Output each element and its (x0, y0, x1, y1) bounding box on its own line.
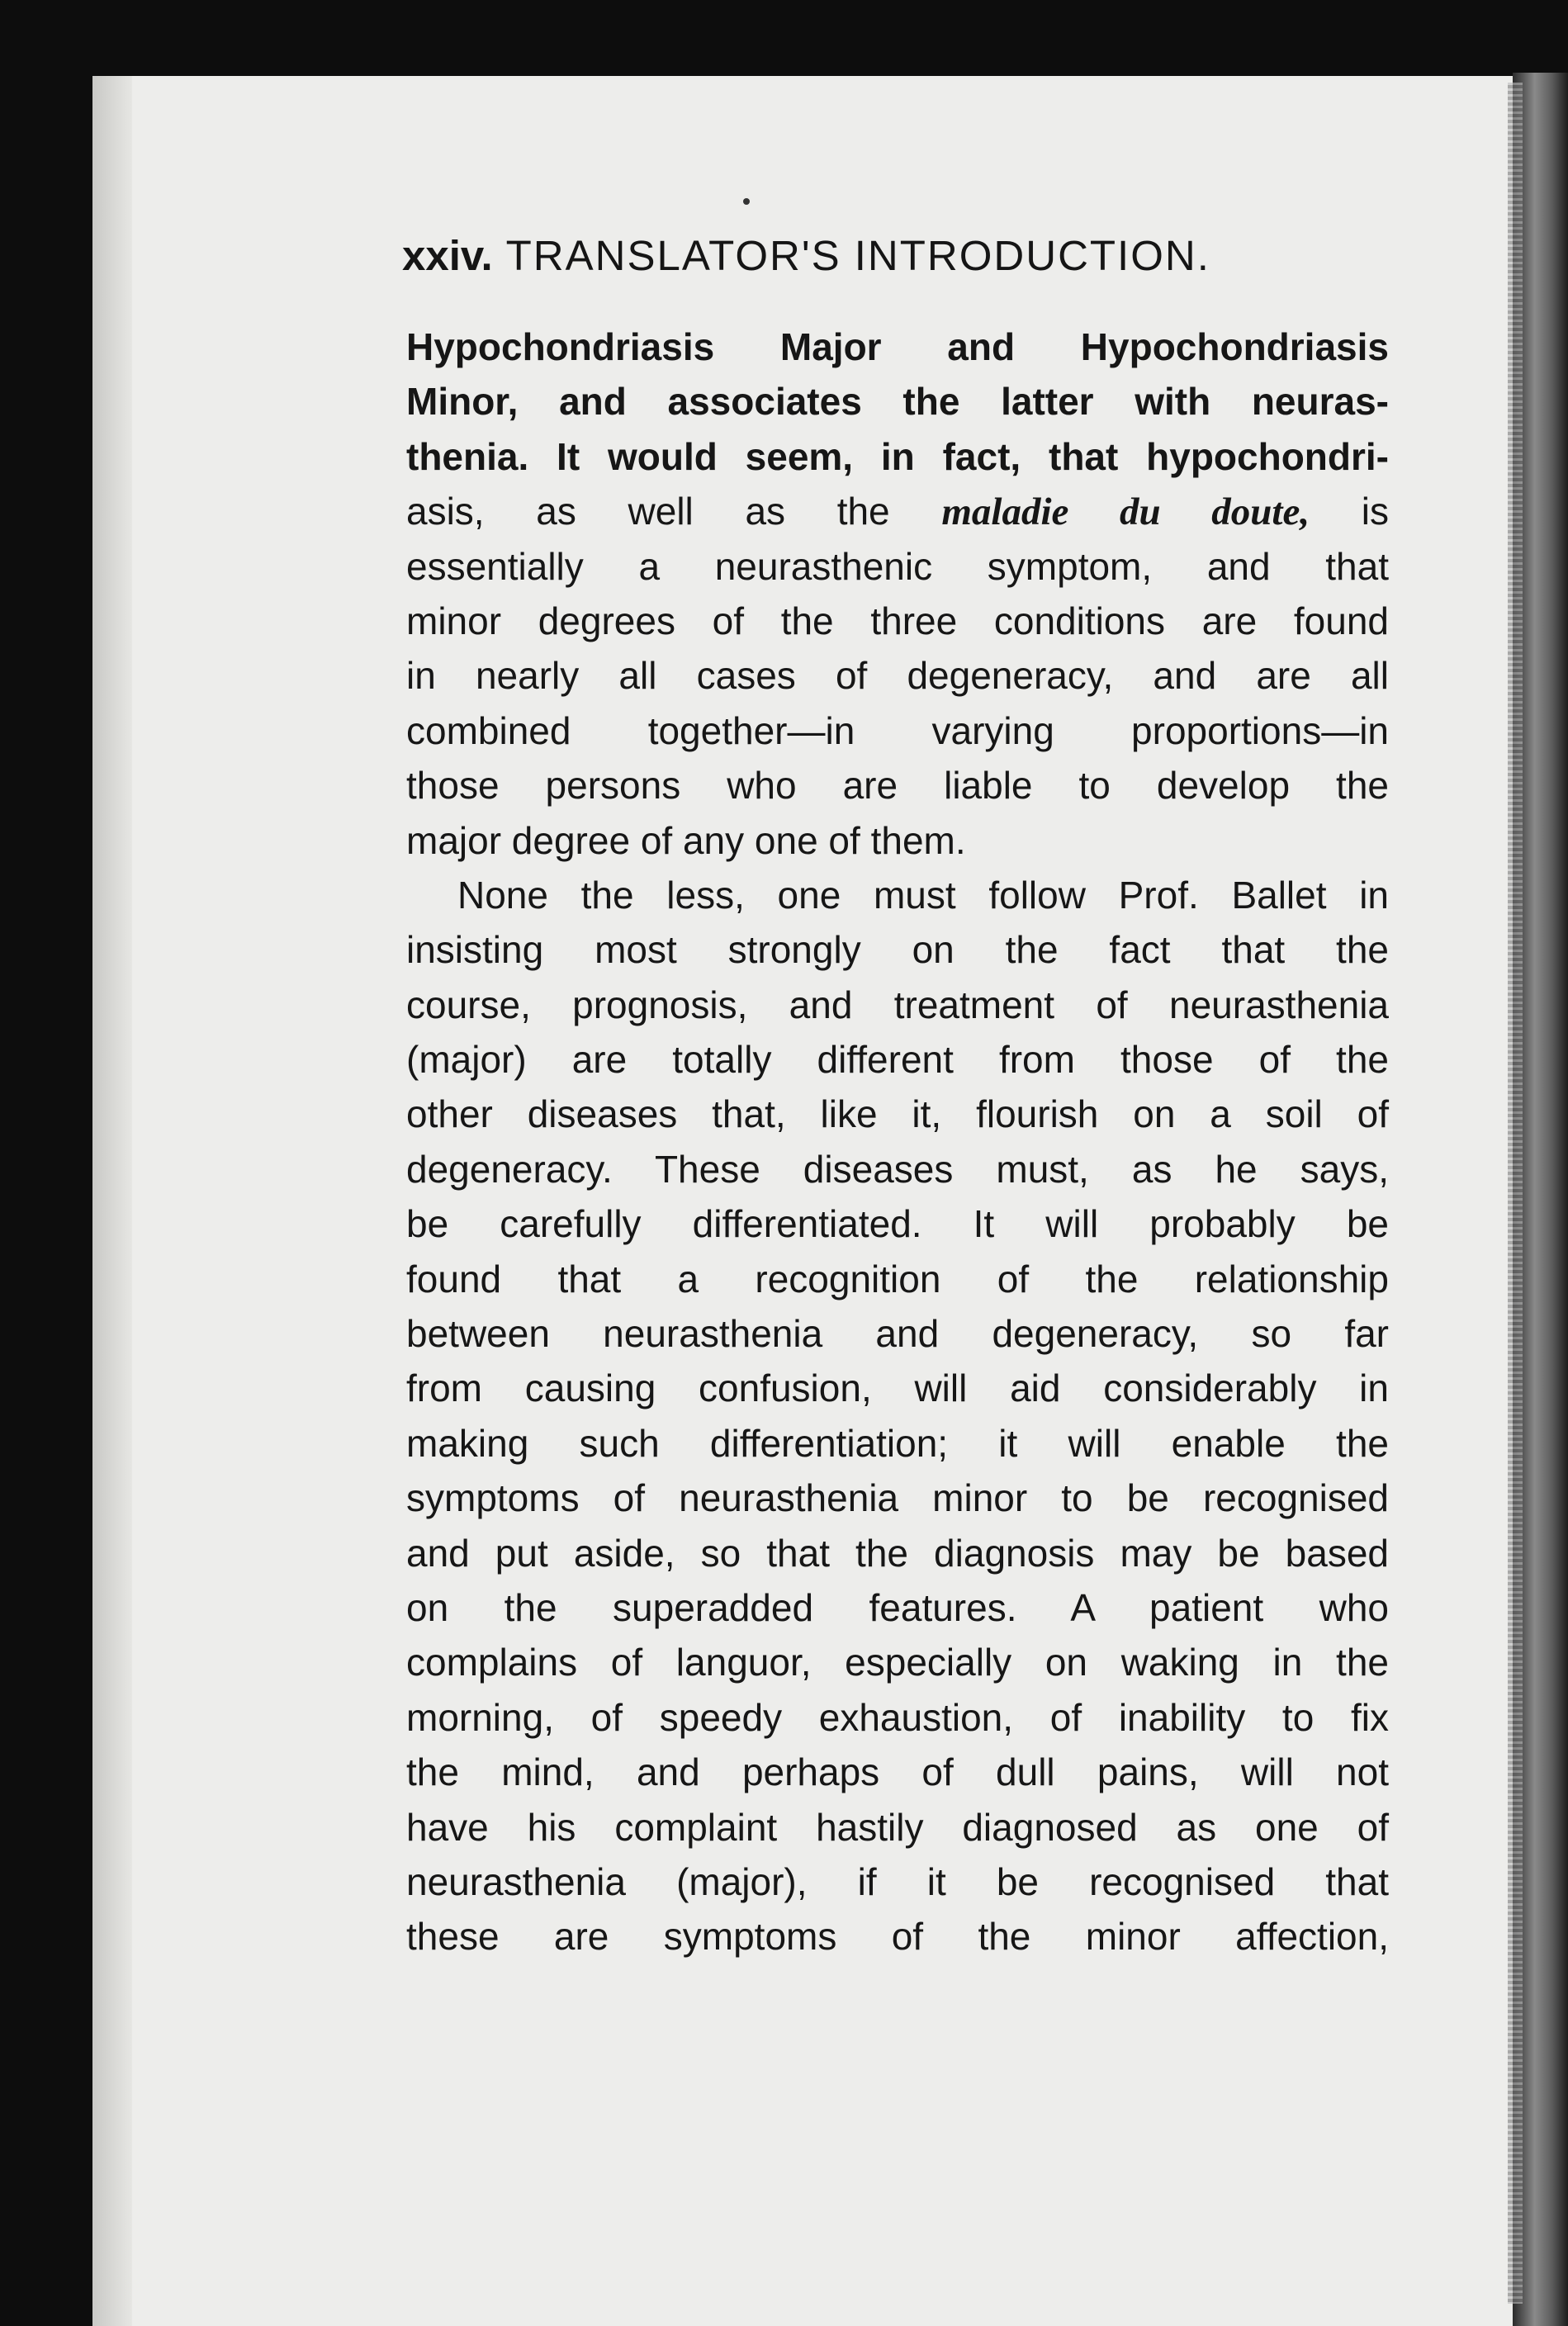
text-line: be carefully differentiated. It will probably be (406, 1202, 1389, 1246)
text-line: neurasthenia (major), if it be recognised that (406, 1859, 1389, 1903)
text-line: those persons who are liable to develop the (406, 764, 1389, 808)
text-line: major degree of any one of them. (406, 818, 966, 862)
ink-speck (743, 198, 750, 205)
text-line: minor degrees of the three conditions are found (406, 599, 1389, 642)
body-text (406, 320, 1389, 1964)
text-line: found that a recognition of the relationship (406, 1257, 1389, 1300)
text-line: these are symptoms of the minor affection, (406, 1915, 1389, 1959)
text-line: Hypochondriasis Major and Hypochondriasis (406, 325, 1389, 368)
text-line: the mind, and perhaps of dull pains, will not (406, 1750, 1389, 1794)
text-line: insisting most strongly on the fact that the (406, 928, 1389, 972)
text-line: essentially a neurasthenic symptom, and that (406, 544, 1389, 588)
text-segment: is (1310, 490, 1390, 533)
text-line: combined together—in varying proportions—in (406, 708, 1389, 752)
text-line: (major) are totally different from those of the (406, 1038, 1389, 1082)
running-header (402, 231, 1393, 280)
text-line: have his complaint hastily diagnosed as one of (406, 1805, 1389, 1849)
text-line: course, prognosis, and treatment of neurasthenia (406, 983, 1389, 1026)
text-line: degeneracy. These diseases must, as he says, (406, 1147, 1389, 1191)
text-line: between neurasthenia and degeneracy, so far (406, 1312, 1389, 1356)
page-edge-lines (1508, 83, 1523, 2304)
text-line: on the superadded features. A patient who (406, 1585, 1389, 1629)
text-line: other diseases that, like it, flourish on a soil of (406, 1092, 1389, 1136)
text-line: from causing confusion, will aid considerably in (406, 1367, 1389, 1410)
text-line: thenia. It would seem, in fact, that hypochondri- (406, 434, 1389, 478)
text-line: making such differentiation; it will enable the (406, 1421, 1389, 1465)
text-line: complains of languor, especially on waking in the (406, 1641, 1389, 1684)
text-line (406, 484, 1389, 538)
text-line: and put aside, so that the diagnosis may be based (406, 1531, 1389, 1575)
text-segment: asis, as well as the (406, 490, 942, 533)
page-number: xxiv. (402, 232, 493, 279)
text-line: None the less, one must follow Prof. Ballet in (457, 873, 1389, 917)
gutter-shadow (92, 76, 132, 2326)
text-line: Minor, and associates the latter with neuras- (406, 380, 1389, 424)
italic-term: maladie du doute, (941, 490, 1310, 534)
text-line: morning, of speedy exhaustion, of inability to fix (406, 1695, 1389, 1739)
text-line: in nearly all cases of degeneracy, and are all (406, 654, 1389, 698)
running-title: TRANSLATOR'S INTRODUCTION. (505, 232, 1210, 279)
text-line: symptoms of neurasthenia minor to be recognised (406, 1476, 1389, 1520)
